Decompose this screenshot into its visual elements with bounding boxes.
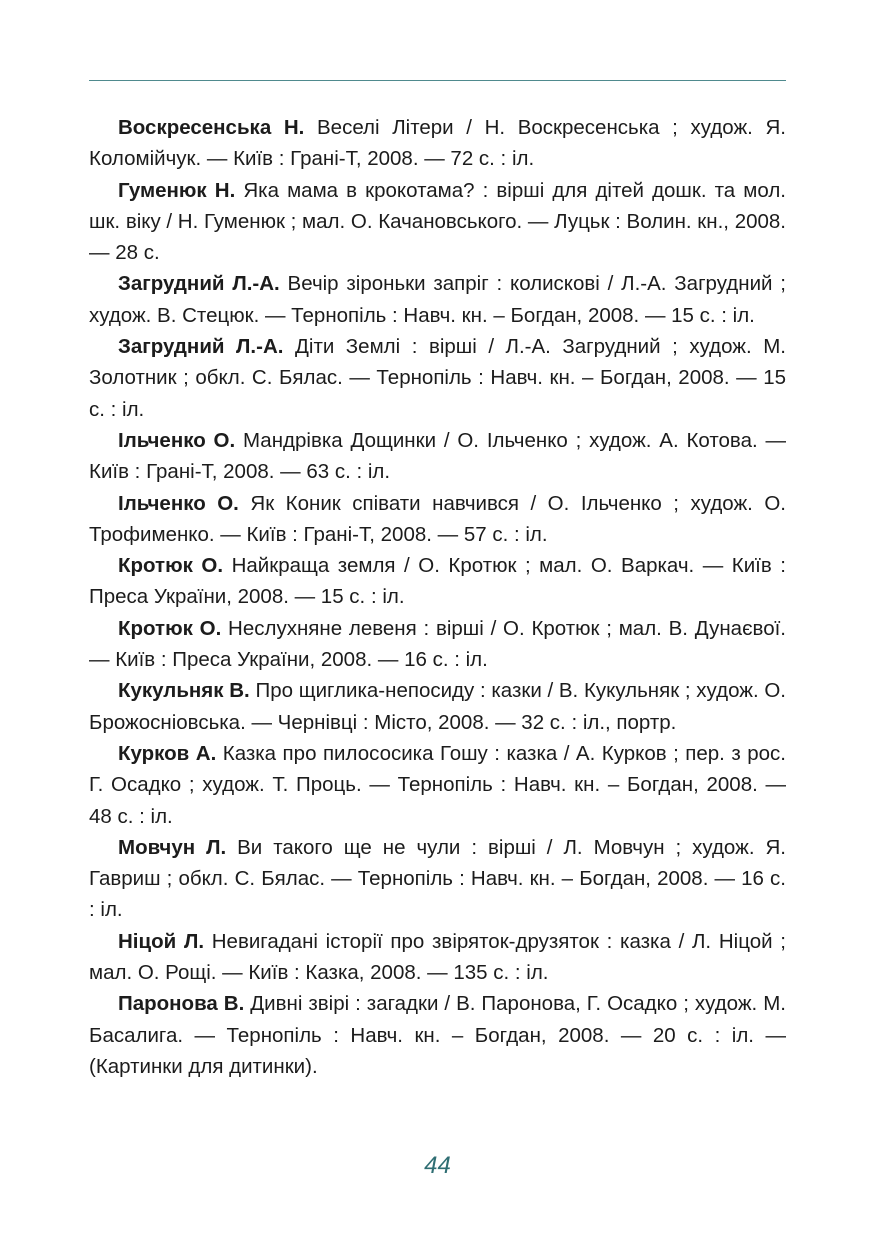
entry-author: Загрудний Л.-А. (118, 335, 284, 359)
bibliography-entry (89, 738, 786, 832)
entry-text: Дивні звірі : загадки / В. Паронова, Г. Осадко ; худож. М. Басалига. — Тернопіль : Навч. кн. – Богдан, 2008. — 20 с. : іл. — (Картинки для дитинки). (89, 992, 786, 1078)
entry-author: Ільченко О. (118, 428, 236, 452)
entry-text: Вечір зіроньки запріг : колискові / Л.-А. Загрудний ; худож. В. Стецюк. — Тернопіль : Навч. кн. – Богдан, 2008. — 15 с. : іл. (89, 272, 786, 327)
bibliography-entry (89, 331, 786, 425)
bibliography-entry (89, 175, 786, 269)
bibliography-entry (89, 425, 786, 488)
entry-text: Неслухняне левеня : вірші / О. Кротюк ; мал. В. Дунаєвої. — Київ : Преса України, 2008. — 16 с. : іл. (89, 616, 786, 672)
entry-author: Кротюк О. (118, 554, 224, 578)
bibliography-list (89, 112, 786, 1082)
entry-text: Ви такого ще не чули : вірші / Л. Мовчун ; худож. Я. Гавриш ; обкл. С. Бялас. — Тернопіль : Навч. кн. – Богдан, 2008. — 16 с. : іл. (89, 835, 786, 922)
entry-text: Мандрівка Дощинки / О. Ільченко ; худож. А. Котова. — Київ : Грані-Т, 2008. — 63 с. : іл. (89, 428, 786, 484)
entry-text: Діти Землі : вірші / Л.-А. Загрудний ; худож. М. Золотник ; обкл. С. Бялас. — Тернопіль : Навч. кн. – Богдан, 2008. — 15 с. : іл. (89, 335, 786, 421)
entry-author: Кротюк О. (118, 616, 222, 640)
entry-author: Загрудний Л.-А. (118, 272, 280, 296)
bibliography-entry (89, 268, 786, 331)
entry-author: Гуменюк Н. (118, 178, 236, 202)
bibliography-entry (89, 112, 786, 175)
entry-text: Веселі Літери / Н. Воскресенська ; худож. Я. Коломійчук. — Київ : Грані-Т, 2008. — 72 с. : іл. (89, 116, 786, 171)
bibliography-entry (89, 988, 786, 1082)
page-number: 44 (424, 1152, 451, 1179)
bibliography-entry (89, 488, 786, 551)
entry-text: Невигадані історії про звіряток-друзяток : казка / Л. Ніцой ; мал. О. Рощі. — Київ : Казка, 2008. — 135 с. : іл. (89, 929, 786, 985)
entry-author: Воскресенська Н. (118, 116, 305, 139)
entry-author: Ніцой Л. (118, 929, 205, 953)
bibliography-entry (89, 550, 786, 613)
bibliography-entry (89, 613, 786, 676)
bibliography-entry (89, 832, 786, 926)
entry-text: Про щиглика-непосиду : казки / В. Кукульняк ; худож. О. Брожосніовська. — Чернівці : Місто, 2008. — 32 с. : іл., портр. (89, 679, 786, 734)
entry-author: Кукульняк В. (118, 679, 250, 703)
entry-text: Яка мама в крокотама? : вірші для дітей дошк. та мол. шк. віку / Н. Гуменюк ; мал. О. Качановського. — Луцьк : Волин. кн., 2008. — 28 с. (89, 178, 786, 265)
entry-author: Курков А. (118, 741, 217, 765)
entry-author: Мовчун Л. (118, 835, 227, 859)
entry-text: Найкраща земля / О. Кротюк ; мал. О. Варкач. — Київ : Преса України, 2008. — 15 с. : іл. (89, 554, 786, 609)
entry-author: Ільченко О. (118, 491, 239, 515)
header-rule (89, 80, 786, 81)
entry-text: Як Коник співати навчився / О. Ільченко ; худож. О. Трофименко. — Київ : Грані-Т, 2008. — 57 с. : іл. (89, 491, 787, 546)
entry-text: Казка про пилососика Гошу : казка / А. Курков ; пер. з рос. Г. Осадко ; худож. Т. Проць. — Тернопіль : Навч. кн. – Богдан, 2008. — 48 с. : іл. (89, 741, 786, 828)
bibliography-entry (89, 926, 786, 989)
entry-author: Паронова В. (118, 992, 245, 1016)
bibliography-entry (89, 675, 786, 738)
